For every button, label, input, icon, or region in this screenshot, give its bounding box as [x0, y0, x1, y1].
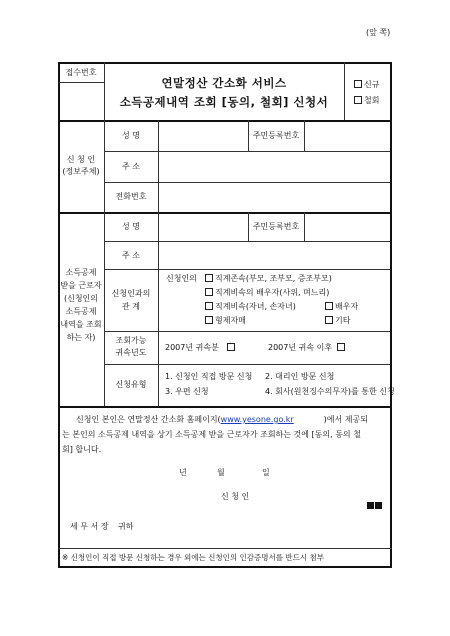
date-year-label: 년	[179, 468, 187, 477]
relation-option-sibling[interactable]: 형제자매	[203, 316, 246, 326]
page-side-label: (앞 쪽)	[366, 28, 391, 37]
relation-sublabel: 관 계	[122, 302, 140, 311]
consenter-section-label-3: (신청인의	[63, 294, 99, 303]
consenter-section-label-2: 받을 근로자	[60, 281, 102, 290]
option-withdraw-checkbox[interactable]	[354, 96, 362, 104]
date-day-label: 일	[262, 468, 270, 477]
period-2007-checkbox[interactable]	[227, 343, 235, 351]
consenter-name-field[interactable]	[160, 214, 246, 239]
honorific-label: 귀하	[118, 522, 134, 531]
applicant-id-label: 주민등록번호	[252, 131, 300, 140]
applicant-phone-field[interactable]	[160, 184, 388, 210]
relation-option-ascendant[interactable]: 직계존속(부모, 조부모, 증조부모)	[203, 274, 332, 284]
yesone-link[interactable]: www.yesone.go.kr	[220, 415, 294, 424]
applicant-section-sublabel: (정보주체)	[62, 167, 100, 176]
consenter-section-label-5: 내역을 조회	[60, 320, 102, 329]
option-new[interactable]: 신규	[352, 80, 379, 90]
period-sublabel: 귀속년도	[115, 348, 147, 357]
relation-label: 신청인과의	[111, 289, 151, 298]
consenter-section-label-6: 하는 자)	[66, 333, 96, 342]
relation-spouse-checkbox[interactable]	[325, 302, 333, 310]
period-option-after-2007[interactable]: 2007년 귀속 이후	[268, 343, 347, 353]
applicant-id-field[interactable]	[306, 122, 388, 149]
request-type-label: 신청유형	[115, 380, 147, 389]
consent-statement-line3: 회] 합니다.	[62, 445, 102, 454]
consenter-id-label: 주민등록번호	[252, 222, 300, 231]
consenter-section-label-1: 소득공제	[65, 268, 97, 277]
relation-descendant-checkbox[interactable]	[205, 302, 213, 310]
relation-option-spouse[interactable]: 배우자	[323, 302, 358, 312]
form-title-line2: 소득공제내역 조회 [동의, 철회] 신청서	[119, 95, 329, 109]
period-option-2007[interactable]: 2007년 귀속분	[165, 343, 237, 353]
relation-prefix: 신청인의	[166, 274, 197, 283]
relation-ascendant-checkbox[interactable]	[205, 274, 213, 282]
consenter-id-field[interactable]	[306, 214, 388, 239]
footnote: ※ 신청인이 직접 방문 신청하는 경우 외에는 신청인의 인감증명서를 반드시 첨부	[62, 553, 324, 562]
applicant-name-field[interactable]	[160, 122, 246, 149]
applicant-name-label: 성 명	[122, 131, 140, 140]
tax-office-label: 세 무 서 장	[70, 522, 109, 531]
date-month-label: 월	[217, 468, 225, 477]
relation-descendant-spouse-checkbox[interactable]	[205, 288, 213, 296]
receipt-number-label: 접수번호	[65, 68, 97, 77]
request-type-option-1[interactable]: 1. 신청인 직접 방문 신청	[165, 372, 253, 381]
request-type-option-4[interactable]: 4. 회사(원천징수의무자)를 통한 신청	[265, 387, 395, 396]
consenter-address-field[interactable]	[160, 243, 388, 267]
applicant-address-label: 주 소	[122, 162, 140, 171]
option-new-checkbox[interactable]	[354, 80, 362, 88]
seal-mark-icon	[366, 493, 382, 512]
applicant-section-label: 신 청 인	[66, 155, 96, 164]
consent-statement-line1: 신청인 본인은 연말정산 간소화 홈페이지(www.yesone.go.kr )에서 제공되	[76, 415, 368, 424]
period-after-2007-checkbox[interactable]	[337, 343, 345, 351]
relation-option-descendant-spouse[interactable]: 직계비속의 배우자(사위, 며느리)	[203, 288, 329, 298]
consenter-section-label-4: 소득공제	[65, 307, 97, 316]
relation-other-checkbox[interactable]	[325, 316, 333, 324]
relation-sibling-checkbox[interactable]	[205, 316, 213, 324]
consenter-address-label: 주 소	[122, 251, 140, 260]
consenter-name-label: 성 명	[122, 222, 140, 231]
period-label: 조회가능	[115, 336, 147, 345]
relation-option-descendant[interactable]: 직계비속(자녀, 손자녀)	[203, 302, 296, 312]
applicant-phone-label: 전화번호	[115, 192, 147, 201]
option-withdraw[interactable]: 철회	[352, 96, 379, 106]
request-type-option-2[interactable]: 2. 대리인 방문 신청	[265, 372, 335, 381]
consent-statement-line2: 는 본인의 소득공제 내역을 상기 소득공제 받을 근로자가 조회하는 것에 [동의, 동의 철	[62, 430, 361, 439]
request-type-option-3[interactable]: 3. 우편 신청	[165, 387, 209, 396]
applicant-signature-label: 신 청 인	[221, 492, 250, 501]
applicant-address-field[interactable]	[160, 153, 388, 180]
form-title-line1: 연말정산 간소화 서비스	[161, 76, 287, 90]
relation-option-other[interactable]: 기타	[323, 316, 350, 326]
